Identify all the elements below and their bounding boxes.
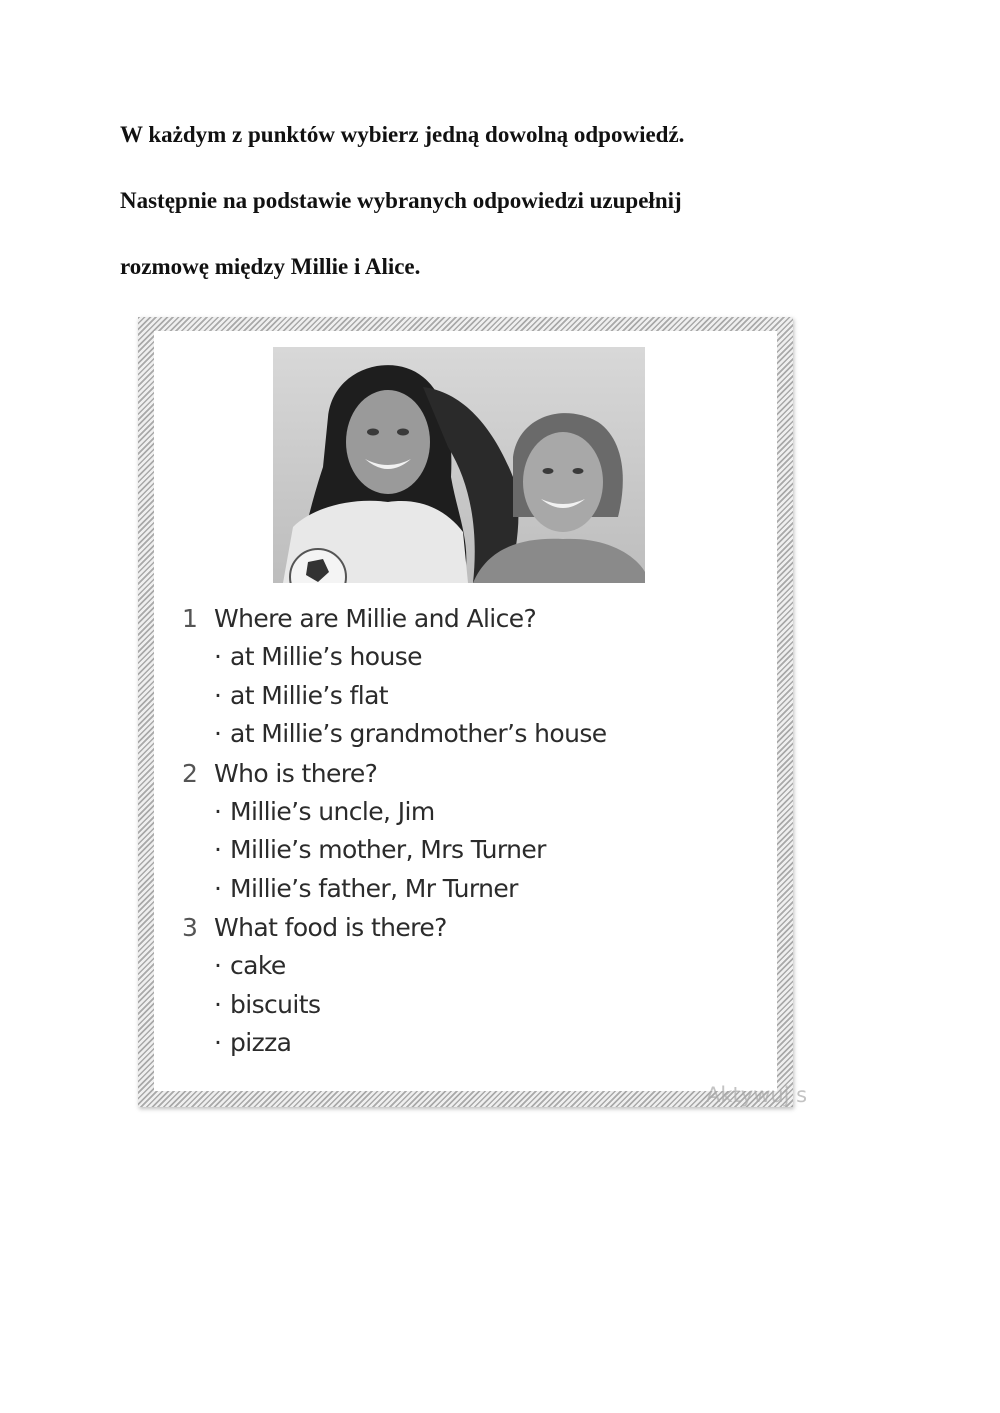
option-text: at Millie’s grandmother’s house [230,719,607,748]
option-text: Millie’s uncle, Jim [230,796,435,826]
question-text: Where are Millie and Alice? [214,604,537,633]
question-number: 2 [182,758,198,788]
question-1 [182,599,772,638]
photo-illustration [273,347,645,583]
question-3 [182,908,772,947]
option-text: Millie’s father, Mr Turner [230,873,518,903]
option-text: biscuits [230,989,321,1019]
option-item [182,870,772,909]
instruction-line-1: W każdym z punktów wybierz jedną dowolną odpowiedź. [120,122,685,147]
option-text: at Millie’s house [230,642,422,671]
exercise-card-content [154,331,808,1107]
exercise-card [138,317,808,1107]
question-number: 1 [182,604,198,633]
bullet: · [214,680,222,710]
option-text: pizza [230,1028,292,1057]
option-item [182,947,772,986]
activation-watermark: Aktywuj s [706,1083,808,1107]
option-item [182,638,772,677]
instructions [120,118,940,316]
bullet: · [214,873,222,903]
bullet: · [214,796,222,826]
option-item [182,677,772,716]
bullet: · [214,1028,222,1057]
question-2 [182,754,772,793]
option-text: Millie’s mother, Mrs Turner [230,835,546,864]
bullet: · [214,989,222,1019]
option-item [182,793,772,832]
option-item [182,715,772,754]
option-item [182,1024,772,1063]
question-list [182,599,772,1063]
question-text: What food is there? [214,913,447,942]
two-girls-smiling-photo [273,347,645,583]
instruction-line-3: rozmowę między Millie i Alice. [120,254,421,279]
instruction-line-2: Następnie na podstawie wybranych odpowiedzi uzupełnij [120,188,682,213]
bullet: · [214,951,222,980]
option-text: at Millie’s flat [230,680,388,710]
bullet: · [214,642,222,671]
bullet: · [214,835,222,864]
option-item [182,831,772,870]
option-item [182,986,772,1025]
question-text: Who is there? [214,758,378,788]
question-number: 3 [182,913,198,942]
bullet: · [214,719,222,748]
option-text: cake [230,951,286,980]
